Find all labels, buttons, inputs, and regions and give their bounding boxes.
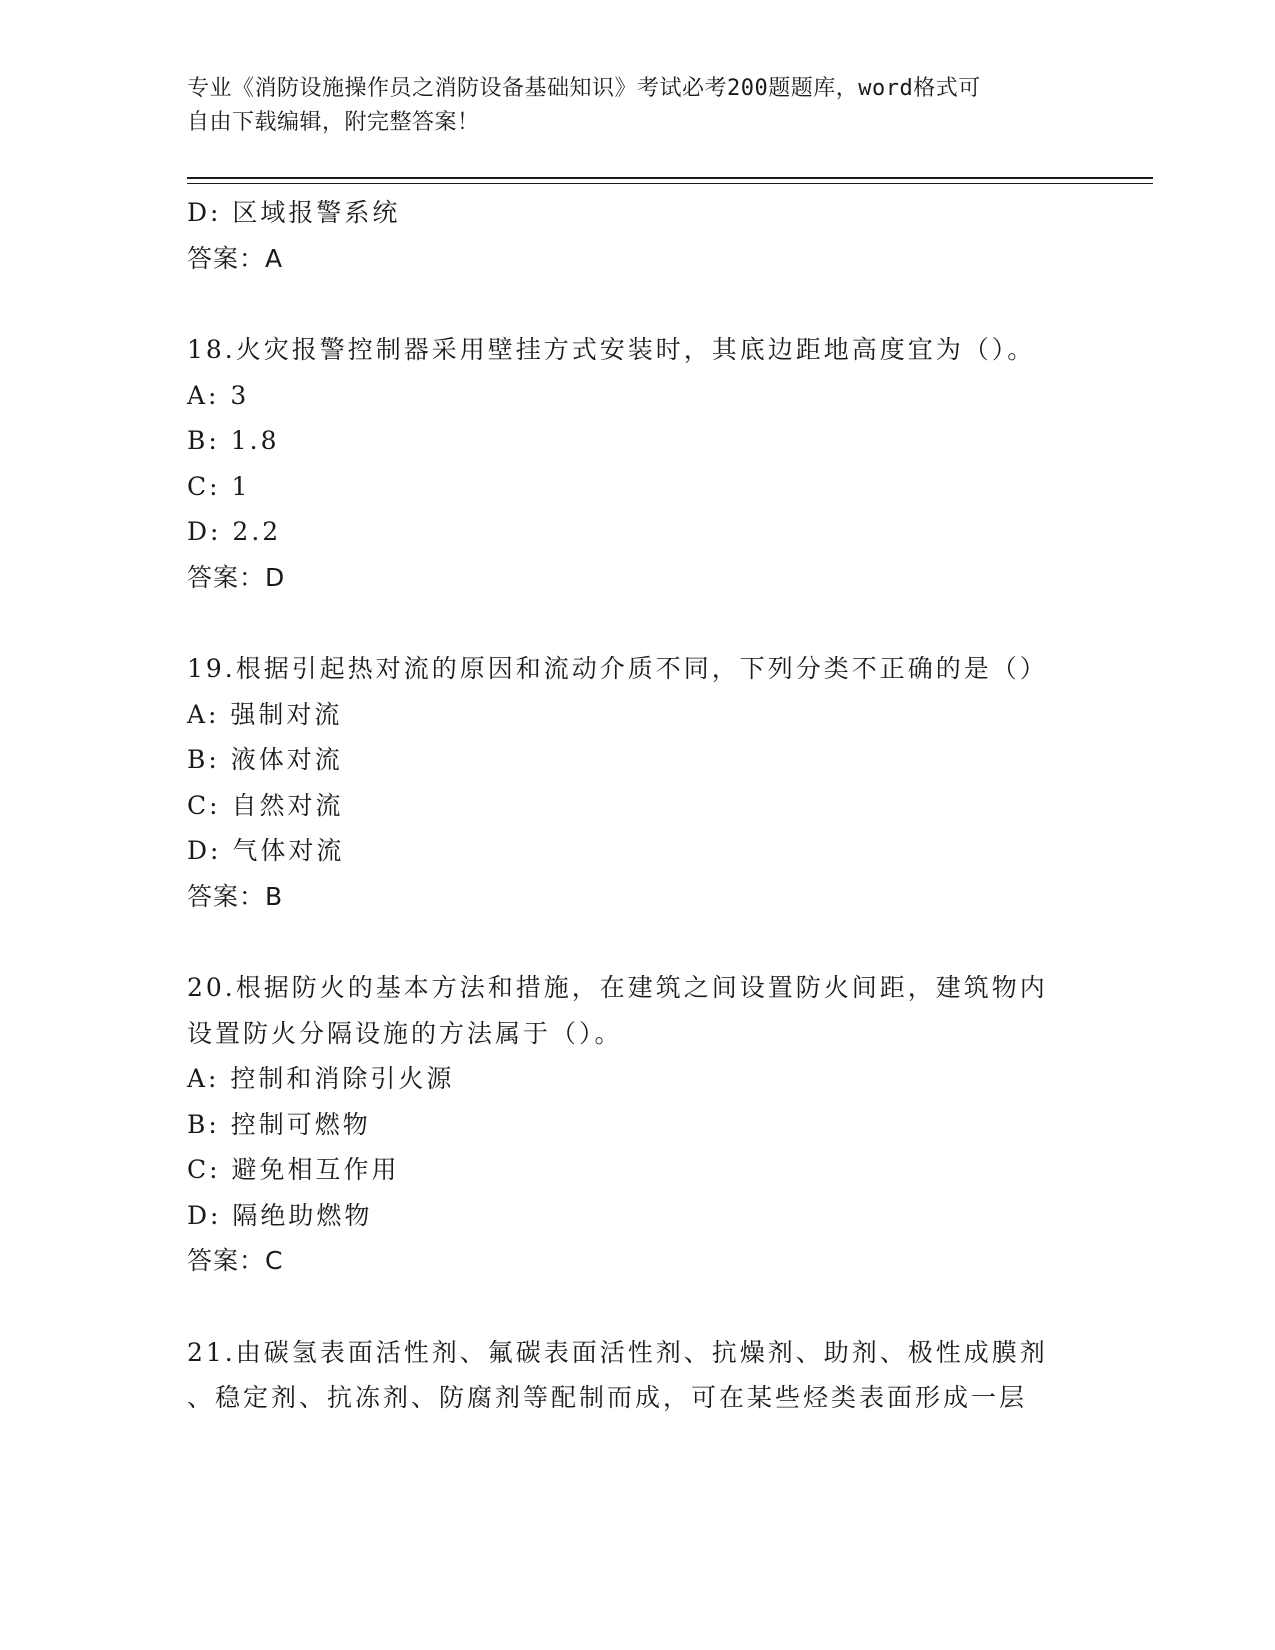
answer: 答案：A	[187, 243, 284, 273]
header-line-2: 自由下载编辑，附完整答案！	[187, 110, 480, 135]
question-text-line-2: 、稳定剂、抗冻剂、防腐剂等配制而成，可在某些烃类表面形成一层	[187, 1383, 1028, 1412]
question-text-line-1: 20.根据防火的基本方法和措施，在建筑之间设置防火间距，建筑物内	[187, 973, 1048, 1002]
header-line-1: 专业《消防设施操作员之消防设备基础知识》考试必考200题题库，word格式可	[187, 76, 981, 101]
question-text-line-1: 21.由碳氢表面活性剂、氟碳表面活性剂、抗燥剂、助剂、极性成膜剂	[187, 1337, 1048, 1367]
option-d: D: 气体对流	[187, 836, 345, 865]
spacer	[187, 1284, 1087, 1330]
question-text: 19.根据引起热对流的原因和流动介质不同，下列分类不正确的是（）	[187, 654, 1048, 683]
option-c: C: 自然对流	[187, 790, 344, 820]
header-divider-thin	[187, 183, 1153, 184]
answer: 答案：C	[187, 1246, 284, 1275]
spacer	[187, 281, 1087, 327]
answer: 答案：D	[187, 562, 286, 592]
option-d: D: 隔绝助燃物	[187, 1200, 373, 1230]
option-d: D: 2.2	[187, 517, 282, 546]
option-d: D: 区域报警系统	[187, 198, 401, 227]
option-c: C: 避免相互作用	[187, 1155, 400, 1184]
option-c: C: 1	[187, 471, 251, 501]
spacer	[187, 600, 1087, 646]
question-text-line-2: 设置防火分隔设施的方法属于（）。	[187, 1018, 623, 1048]
option-b: B: 控制可燃物	[187, 1109, 371, 1139]
spacer	[187, 919, 1087, 965]
question-list	[187, 190, 1087, 1421]
document-header	[187, 72, 1067, 140]
question-18	[187, 327, 1087, 600]
option-b: B: 液体对流	[187, 745, 343, 774]
question-19	[187, 646, 1087, 919]
option-a: A: 强制对流	[187, 699, 343, 729]
question-text: 18.火灾报警控制器采用壁挂方式安装时，其底边距地高度宜为（）。	[187, 335, 1036, 364]
question-17	[187, 190, 1087, 281]
question-21	[187, 1330, 1087, 1421]
answer: 答案：B	[187, 881, 284, 911]
option-a: A: 3	[187, 380, 250, 410]
option-a: A: 控制和消除引火源	[187, 1064, 455, 1093]
header-divider-thick	[187, 177, 1153, 179]
question-20	[187, 965, 1087, 1284]
option-b: B: 1.8	[187, 426, 280, 455]
